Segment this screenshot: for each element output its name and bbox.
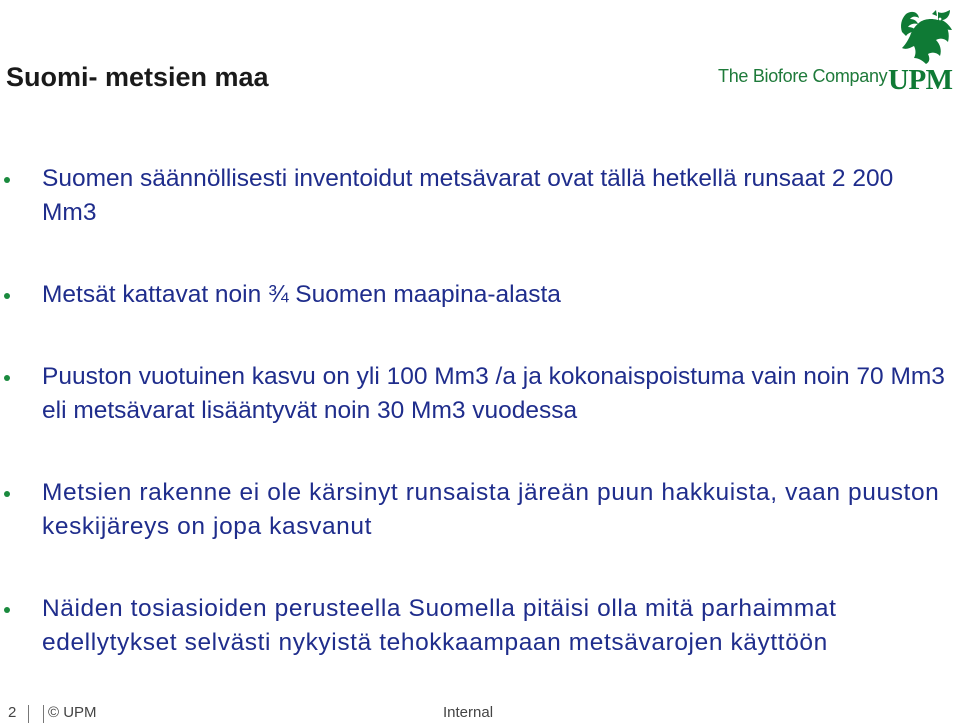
footer-divider: [43, 705, 44, 723]
bullet-dot-icon: [4, 491, 10, 497]
footer-divider: [28, 705, 29, 723]
bullet-dot-icon: [4, 607, 10, 613]
slide-footer: [0, 703, 960, 723]
bullet-item: [42, 278, 952, 312]
logo-tagline: The Biofore Company: [718, 66, 888, 86]
griffin-icon: [892, 8, 954, 66]
bullet-item: [42, 476, 952, 544]
bullet-item: [42, 360, 952, 428]
bullet-dot-icon: [4, 177, 10, 183]
logo-brand: UPM: [888, 64, 953, 96]
bullet-dot-icon: [4, 375, 10, 381]
bullet-dot-icon: [4, 293, 10, 299]
footer-classification: Internal: [443, 704, 494, 721]
bullet-text: Suomen säännöllisesti inventoidut metsävarat ovat tällä hetkellä runsaat 2 200 Mm3: [42, 165, 894, 226]
page-number: 2: [8, 704, 17, 721]
footer-copyright: © UPM: [48, 704, 97, 721]
bullet-item: [42, 162, 952, 230]
slide-title: Suomi- metsien maa: [6, 62, 269, 92]
bullet-text: Metsien rakenne ei ole kärsinyt runsaista järeän puun hakkuista, vaan puuston keskijäreys on jopa kasvanut: [42, 479, 940, 540]
bullet-text: Metsät kattavat noin ¾ Suomen maapina-alasta: [42, 281, 561, 308]
bullet-text: Näiden tosiasioiden perusteella Suomella pitäisi olla mitä parhaimmat edellytykset selvästi nykyistä tehokkaampaan metsävarojen käyttöön: [42, 595, 837, 656]
bullet-text: Puuston vuotuinen kasvu on yli 100 Mm3 /a ja kokonaispoistuma vain noin 70 Mm3 eli metsävarat lisääntyvät noin 30 Mm3 vuodessa: [42, 363, 945, 424]
bullet-item: [42, 592, 952, 660]
